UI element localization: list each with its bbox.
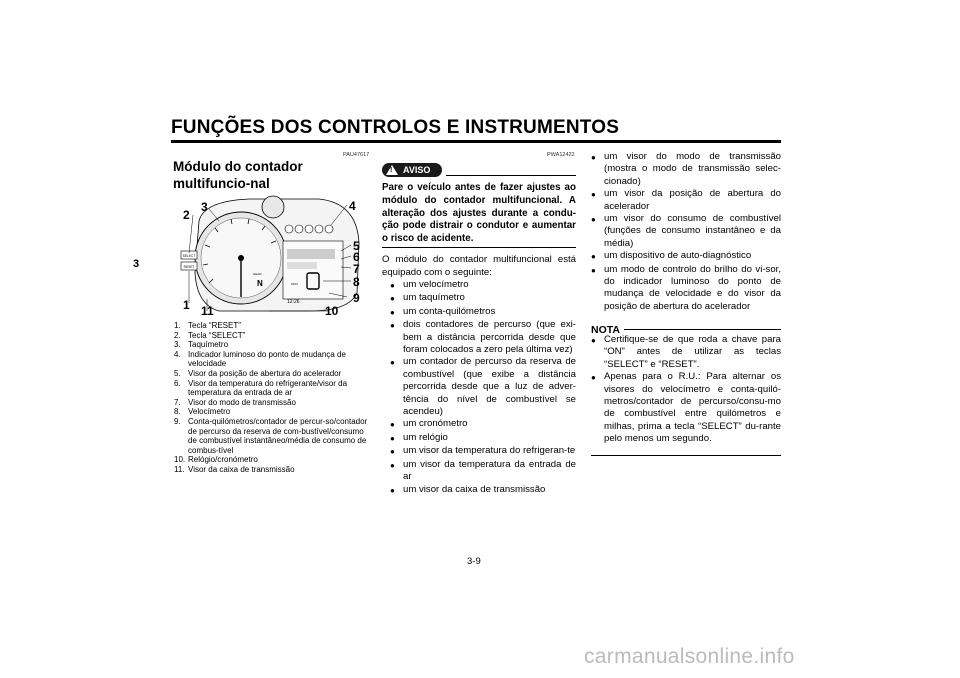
warning-label: AVISO — [403, 165, 431, 175]
gear-value: N — [257, 279, 263, 288]
callout-7: 7 — [353, 262, 360, 276]
warning-bottom-rule — [382, 247, 576, 248]
list-item: ● um visor da posição de abertura do acelerador — [591, 188, 781, 212]
nota-bottom-rule — [591, 455, 781, 456]
title-rule — [171, 140, 781, 143]
callout-4: 4 — [349, 199, 356, 213]
legend-item: 5. Visor da posição de abertura do acelerador — [174, 368, 342, 378]
legend-item: 6. Visor da temperatura do refrigerante/visor da temperatura da entrada de ar — [174, 378, 348, 398]
warning-header — [382, 163, 576, 177]
legend-item: 1. Tecla “RESET” — [174, 321, 241, 330]
list-item: ● um visor do modo de transmissão (mostra o modo de transmissão selec-cionado) — [591, 151, 781, 187]
warning-text: Pare o veículo antes de fazer ajustes ao módulo do contador multifuncional. A alteração dos ajustes durante a condu-ção pode distrair o condutor e aumentar o risco de acidente. — [382, 182, 576, 245]
nota-label: NOTA — [591, 324, 620, 336]
legend-item: 2. Tecla “SELECT” — [174, 330, 246, 340]
callout-1: 1 — [183, 298, 190, 312]
list-item: ● um visor da temperatura do refrigeran-te — [390, 445, 576, 457]
clock-value: 12:26 — [287, 299, 300, 305]
warning-badge — [382, 163, 442, 177]
odo-label: ODO — [291, 282, 298, 286]
callout-9: 9 — [353, 291, 360, 305]
instrument-cluster-figure — [179, 193, 369, 317]
section-title: Módulo do contador multifuncio-nal — [173, 159, 303, 191]
gear-label: GEAR — [253, 272, 262, 276]
legend-item: 4. Indicador luminoso do ponto de mudança de velocidade — [174, 349, 346, 369]
nota-list — [591, 334, 781, 446]
nota-rule — [624, 329, 781, 330]
legend-item: 10. Relógio/cronómetro — [174, 455, 258, 465]
figure-legend — [174, 321, 372, 475]
callout-3: 3 — [201, 200, 208, 214]
list-item: ● um velocímetro — [390, 279, 469, 290]
callout-6: 6 — [353, 250, 360, 264]
list-item: ● um visor da temperatura da entrada de ar — [390, 458, 576, 483]
feature-list-continued — [591, 151, 781, 313]
list-item: ● um contador de percurso da reserva de combustível (que exibe a distância percorrida desde que a luz de adver-tência do nível de combustível se acendeu) — [390, 356, 576, 418]
reset-button-label: RESET — [183, 265, 195, 269]
callout-5: 5 — [353, 239, 360, 253]
list-item: ● um modo de controlo do brilho do vi-sor, do indicador luminoso do ponto de mudança de velocidade e do visor da posição de abertura do acelerador — [591, 263, 781, 312]
select-button-label: SELECT — [182, 254, 196, 258]
legend-item: 8. Velocímetro — [174, 407, 231, 417]
legend-item: 7. Visor do modo de transmissão — [174, 397, 296, 407]
callout-8: 8 — [353, 275, 360, 289]
page-number: 3-9 — [467, 556, 481, 567]
callout-10: 10 — [325, 304, 339, 317]
list-item: ● um visor do consumo de combustível (funções de consumo instantâneo e da média) — [591, 213, 781, 249]
watermark: carmanualsonline.info — [584, 645, 795, 668]
legend-item: 3. Taquímetro — [174, 340, 229, 350]
section-code: PAU47617 — [343, 152, 370, 158]
warning-rule — [446, 175, 576, 176]
list-item: ● um dispositivo de auto-diagnóstico — [591, 250, 752, 262]
list-item: ● um visor da caixa de transmissão — [390, 483, 546, 495]
list-item: ● um conta-quilómetros — [390, 305, 496, 317]
intro-paragraph: O módulo do contador multifuncional está equipado com o seguinte: — [382, 254, 576, 278]
callout-11: 11 — [201, 304, 214, 317]
nota-header — [591, 320, 781, 336]
feature-list — [390, 279, 576, 497]
warning-code: PWA12422 — [547, 152, 575, 158]
list-item: ● dois contadores de percurso (que exi-bem a distância percorrida desde que foram colocados a zero pela última vez) — [390, 319, 576, 356]
list-item: ● um taquímetro — [390, 292, 465, 304]
list-item: ● um cronómetro — [390, 418, 468, 430]
legend-item: 9. Conta-quilómetros/contador de percur-so/contador de percurso da reserva de com-bustível/consumo de combustível instantâneo/média de consumo de combus-tível — [174, 416, 368, 455]
callout-2: 2 — [183, 208, 190, 222]
list-item: ● um relógio — [390, 431, 448, 443]
list-item: ● Apenas para o R.U.: Para alternar os visores do velocímetro e conta-quiló-metros/contador de percurso/consu-mo de combustível entre quilómetros e milhas, prima a tecla “SELECT” du-rante pelo menos um segundo. — [591, 371, 781, 445]
legend-item: 11. Visor da caixa de transmissão — [174, 464, 295, 474]
page-title: FUNÇÕES DOS CONTROLOS E INSTRUMENTOS — [171, 117, 620, 138]
warning-triangle-icon: ! — [386, 165, 398, 175]
list-item: ● Certifique-se de que roda a chave para “ON” antes de utilizar as teclas “SELECT” e “RESET”. — [591, 334, 781, 370]
chapter-tab: 3 — [133, 258, 140, 270]
